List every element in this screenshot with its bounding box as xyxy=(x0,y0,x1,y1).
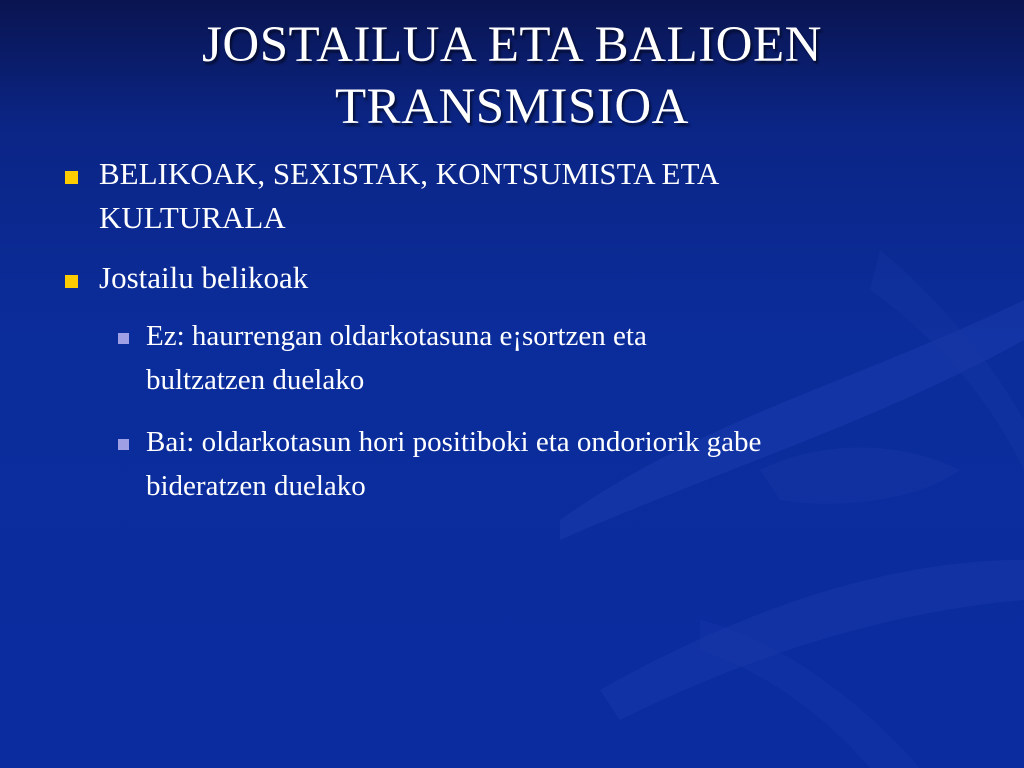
sub-bullet-item-1 xyxy=(146,314,1006,402)
square-bullet-icon xyxy=(118,333,129,344)
bullet-item-1-line2: KULTURALA xyxy=(99,200,286,235)
sub-bullet-item-2-line1: Bai: oldarkotasun hori positiboki eta ondoriorik gabe xyxy=(146,426,762,458)
square-bullet-icon xyxy=(118,439,129,450)
square-bullet-icon xyxy=(65,275,78,288)
sub-bullet-item-2-line2: bideratzen duelako xyxy=(146,470,366,502)
sub-bullet-item-1-line2: bultzatzen duelako xyxy=(146,364,365,396)
bullet-item-2-line1: Jostailu belikoak xyxy=(99,260,309,295)
sub-bullet-item-2 xyxy=(146,420,1006,508)
slide-title-line1: JOSTAILUA ETA BALIOEN xyxy=(202,17,822,73)
sub-bullet-item-1-line1: Ez: haurrengan oldarkotasuna e¡sortzen eta xyxy=(146,320,647,352)
bullet-item-2 xyxy=(99,256,979,300)
bullet-item-1 xyxy=(99,152,979,240)
slide-title-line2: TRANSMISIOA xyxy=(334,79,690,135)
square-bullet-icon xyxy=(65,171,78,184)
bullet-item-1-line1: BELIKOAK, SEXISTAK, KONTSUMISTA ETA xyxy=(99,156,720,191)
slide-title xyxy=(60,14,964,138)
